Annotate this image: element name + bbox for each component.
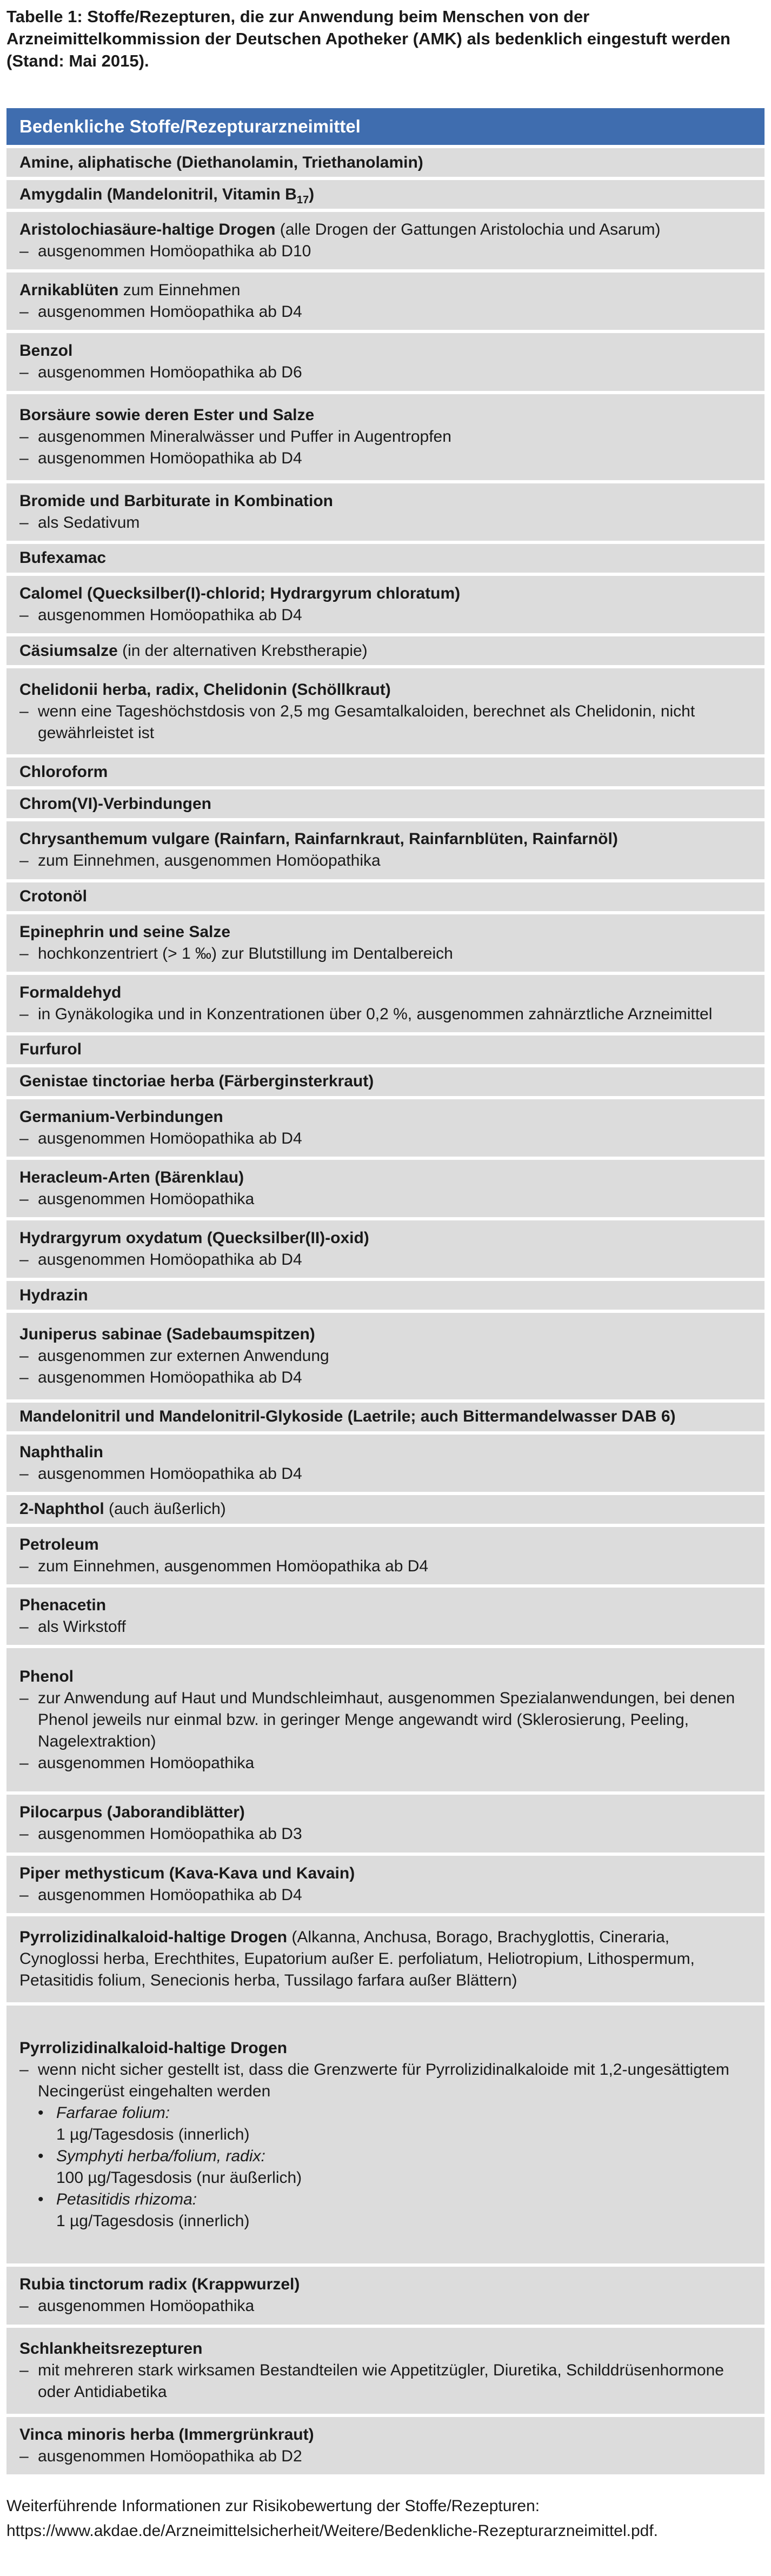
footer-text: Weiterführende Informationen zur Risikobewertung der Stoffe/Rezepturen: — [6, 2497, 540, 2515]
substance-title: Phenol — [19, 1667, 74, 1685]
substance-name — [19, 1406, 752, 1428]
substance-name — [19, 1324, 752, 1345]
restriction-line — [19, 1688, 752, 1752]
substance-name — [19, 583, 752, 605]
substance-title: Bufexamac — [19, 549, 107, 567]
substance-title: Chrysanthemum vulgare (Rainfarn, Rainfarnkraut, Rainfarnblüten, Rainfarnöl) — [19, 830, 618, 848]
substance-name — [19, 2338, 752, 2360]
dash-marker: – — [19, 1885, 29, 1904]
substance-name — [19, 793, 752, 815]
table-row — [6, 1435, 765, 1492]
dash-marker: – — [19, 1005, 29, 1023]
dash-marker: – — [19, 513, 29, 532]
substance-title: Pyrrolizidinalkaloid-haltige Drogen — [19, 1928, 288, 1947]
restriction-text: ausgenommen Homöopathika ab D4 — [38, 449, 302, 468]
restriction-text: ausgenommen Homöopathika ab D10 — [38, 242, 311, 261]
substance-name — [19, 1802, 752, 1823]
substance-title: Furfurol — [19, 1040, 82, 1059]
table-row — [6, 148, 765, 177]
restriction-text: ausgenommen Homöopathika — [38, 2297, 255, 2315]
restriction-line — [19, 1752, 752, 1774]
bullet-text — [56, 2189, 249, 2232]
table-row — [6, 544, 765, 573]
table-row — [6, 668, 765, 754]
substance-name — [19, 1071, 752, 1092]
restriction-text: ausgenommen Homöopathika ab D6 — [38, 363, 302, 382]
table-header: Bedenkliche Stoffe/Rezepturarzneimittel — [6, 108, 765, 145]
substance-title: Naphthalin — [19, 1443, 103, 1461]
substance-title: Pyrrolizidinalkaloid-haltige Drogen — [19, 2039, 288, 2057]
substance-title: Vinca minoris herba (Immergrünkraut) — [19, 2425, 314, 2444]
restriction-line — [19, 1463, 752, 1485]
table-row — [6, 333, 765, 390]
table-row — [6, 1648, 765, 1791]
restriction-line — [19, 362, 752, 383]
table-row — [6, 1856, 765, 1913]
restriction-text: zum Einnehmen, ausgenommen Homöopathika ab D4 — [38, 1557, 429, 1575]
restriction-line — [19, 2059, 752, 2102]
substance-name — [19, 490, 752, 512]
substance-name — [19, 1534, 752, 1556]
substance-title: Juniperus sabinae (Sadebaumspitzen) — [19, 1325, 315, 1343]
restriction-text: ausgenommen Homöopathika ab D2 — [38, 2447, 302, 2465]
substance-title: Germanium-Verbindungen — [19, 1108, 223, 1126]
substance-name — [19, 2037, 752, 2059]
substance-title: Piper methysticum (Kava-Kava und Kavain) — [19, 1864, 355, 1882]
restriction-line — [19, 426, 752, 448]
dash-marker: – — [19, 1689, 29, 1707]
dash-marker: – — [19, 1251, 29, 1269]
bullet-marker: • — [38, 2147, 44, 2165]
substance-title: Heracleum-Arten (Bärenklau) — [19, 1169, 244, 1187]
substance-title: Benzol — [19, 342, 73, 360]
substance-name — [19, 1595, 752, 1616]
restriction-line — [19, 2360, 752, 2403]
table-caption: Tabelle 1: Stoffe/Rezepturen, die zur Anwendung beim Menschen von der Arzneimittelkommission der Deutschen Apotheker (AMK) als bedenklich eingestuft werden (Stand: Mai 2015). — [6, 7, 730, 70]
footer-link[interactable]: https://www.akdae.de/Arzneimittelsicherheit/Weitere/Bedenkliche-Rezepturarzneimittel.pdf. — [6, 2522, 659, 2540]
table-row — [6, 1588, 765, 1645]
substance-title: Chelidonii herba, radix, Chelidonin (Schöllkraut) — [19, 680, 391, 699]
dash-marker: – — [19, 2060, 29, 2079]
substance-name — [19, 219, 752, 241]
footer-note — [6, 2494, 765, 2544]
table-row — [6, 1313, 765, 1399]
substance-title: Hydrargyrum oxydatum (Quecksilber(II)-oxid) — [19, 1229, 369, 1247]
substance-title: Amygdalin (Mandelonitril, Vitamin B — [19, 185, 297, 203]
restriction-text: ausgenommen Homöopathika ab D4 — [38, 1464, 302, 1483]
restriction-text: wenn nicht sicher gestellt ist, dass die Grenzwerte für Pyrrolizidinalkaloide mit 1,2-ungesättigtem Necingerüst eingehalten werden — [38, 2060, 729, 2100]
restriction-line — [19, 1556, 752, 1577]
table-row — [6, 1099, 765, 1157]
restriction-line — [19, 701, 752, 744]
table-row — [6, 2267, 765, 2324]
table-row — [6, 273, 765, 330]
substance-title: 2-Naphthol — [19, 1500, 104, 1518]
substance-name — [19, 1167, 752, 1189]
restriction-line — [19, 1004, 752, 1025]
substance-name — [19, 1442, 752, 1463]
restriction-text: ausgenommen Homöopathika ab D4 — [38, 303, 302, 321]
table-row — [6, 1403, 765, 1431]
dose-limit: 1 µg/Tagesdosis (innerlich) — [56, 2125, 250, 2143]
dash-marker: – — [19, 2447, 29, 2465]
table-row — [6, 1916, 765, 2002]
dash-marker: – — [19, 363, 29, 382]
dash-marker: – — [19, 2361, 29, 2380]
restriction-line — [19, 1616, 752, 1638]
table-row — [6, 1160, 765, 1217]
drug-name: Symphyti herba/folium, radix: — [56, 2147, 265, 2165]
substance-title: Phenacetin — [19, 1596, 107, 1614]
substance-title: Genistae tinctoriae herba (Färberginsterkraut) — [19, 1072, 374, 1091]
restriction-text: als Wirkstoff — [38, 1618, 126, 1636]
substance-name — [19, 340, 752, 362]
substance-name — [19, 761, 752, 783]
substance-name — [19, 1106, 752, 1128]
substance-title: Amine, aliphatische (Diethanolamin, Triethanolamin) — [19, 153, 423, 171]
table-row — [6, 1220, 765, 1278]
bullet-marker: • — [38, 2190, 44, 2208]
restriction-text: ausgenommen Homöopathika ab D4 — [38, 1368, 302, 1386]
table-row — [6, 483, 765, 541]
restriction-line — [19, 1884, 752, 1906]
substance-name — [19, 679, 752, 701]
substance-title: Petroleum — [19, 1535, 99, 1553]
dash-marker: – — [19, 1464, 29, 1483]
table-row — [6, 1795, 765, 1852]
restriction-text: als Sedativum — [38, 513, 140, 532]
dose-limit: 1 µg/Tagesdosis (innerlich) — [56, 2212, 250, 2230]
substance-name — [19, 640, 752, 662]
substance-name — [19, 404, 752, 426]
drug-name: Petasitidis rhizoma: — [56, 2190, 197, 2208]
substance-name — [19, 184, 752, 205]
dash-marker: – — [19, 303, 29, 321]
substance-title: Chloroform — [19, 762, 108, 781]
substance-name — [19, 1927, 752, 1991]
substance-name — [19, 828, 752, 850]
dash-marker: – — [19, 1754, 29, 1772]
dash-marker: – — [19, 2297, 29, 2315]
table-row — [6, 1281, 765, 1310]
restriction-line — [19, 2446, 752, 2467]
dash-marker: – — [19, 1557, 29, 1575]
restriction-text: wenn eine Tageshöchstdosis von 2,5 mg Gesamtalkaloiden, berechnet als Chelidonin, nicht gewährleistet ist — [38, 702, 695, 742]
substance-name — [19, 886, 752, 907]
substance-title: Arnikablüten — [19, 281, 119, 300]
restriction-line — [19, 241, 752, 262]
restriction-line — [19, 448, 752, 469]
substance-note: (alle Drogen der Gattungen Aristolochia und Asarum) — [275, 221, 661, 239]
restriction-text: in Gynäkologika und in Konzentrationen über 0,2 %, ausgenommen zahnärztliche Arzneimittel — [38, 1005, 713, 1023]
restriction-text: ausgenommen Homöopathika ab D3 — [38, 1825, 302, 1843]
substance-name — [19, 547, 752, 569]
restriction-text: mit mehreren stark wirksamen Bestandteilen wie Appetitzügler, Diuretika, Schilddrüsenhormone oder Antidiabetika — [38, 2361, 724, 2401]
restriction-text: ausgenommen Homöopathika ab D4 — [38, 1130, 302, 1147]
restriction-line — [19, 850, 752, 872]
restriction-text: ausgenommen Homöopathika ab D4 — [38, 1251, 302, 1269]
substance-title: Schlankheitsrezepturen — [19, 2340, 203, 2358]
bullet-marker: • — [38, 2103, 44, 2122]
restriction-text: ausgenommen Mineralwässer und Puffer in Augentropfen — [38, 428, 451, 446]
restriction-line — [19, 1249, 752, 1271]
dash-marker: – — [19, 1346, 29, 1365]
restriction-text: hochkonzentriert (> 1 ‰) zur Blutstillung im Dentalbereich — [38, 944, 453, 962]
substance-name — [19, 1039, 752, 1060]
substance-name — [19, 2424, 752, 2446]
table-row — [6, 180, 765, 209]
substance-note: (in der alternativen Krebstherapie) — [117, 641, 368, 660]
restriction-text: ausgenommen Homöopathika ab D4 — [38, 1885, 302, 1904]
substance-note: zum Einnehmen — [118, 281, 241, 300]
restriction-line — [19, 1345, 752, 1367]
limit-bullet — [19, 2102, 752, 2146]
dash-marker: – — [19, 449, 29, 468]
restriction-text: ausgenommen Homöopathika ab D4 — [38, 606, 302, 624]
table-row — [6, 821, 765, 879]
restriction-line — [19, 512, 752, 534]
substance-name — [19, 1227, 752, 1249]
dash-marker: – — [19, 852, 29, 870]
table-row — [6, 758, 765, 786]
substance-title: Bromide und Barbiturate in Kombination — [19, 492, 334, 510]
substance-title: Formaldehyd — [19, 983, 122, 1001]
substance-title: Calomel (Quecksilber(I)-chlorid; Hydrargyrum chloratum) — [19, 584, 461, 602]
substance-title: Pilocarpus (Jaborandiblätter) — [19, 1803, 245, 1822]
dash-marker: – — [19, 1368, 29, 1386]
dash-marker: – — [19, 242, 29, 261]
table-row — [6, 882, 765, 911]
substance-title: Rubia tinctorum radix (Krappwurzel) — [19, 2275, 300, 2294]
substance-title: Cäsiumsalze — [19, 641, 118, 660]
substance-title: Crotonöl — [19, 887, 87, 906]
table-row — [6, 212, 765, 269]
substance-title: Chrom(VI)-Verbindungen — [19, 794, 211, 813]
restriction-line — [19, 1367, 752, 1389]
substance-note: (auch äußerlich) — [104, 1500, 226, 1518]
dash-marker: – — [19, 1618, 29, 1636]
restriction-text: ausgenommen zur externen Anwendung — [38, 1346, 329, 1365]
dose-limit: 100 µg/Tagesdosis (nur äußerlich) — [56, 2168, 302, 2187]
restriction-line — [19, 1189, 752, 1210]
limit-bullet — [19, 2146, 752, 2189]
restriction-text: ausgenommen Homöopathika — [38, 1754, 255, 1772]
substance-name — [19, 982, 752, 1004]
table-row — [6, 2417, 765, 2474]
drug-name: Farfarae folium: — [56, 2103, 170, 2122]
restriction-line — [19, 1823, 752, 1845]
restriction-line — [19, 1128, 752, 1150]
substance-title: Aristolochiasäure-haltige Drogen — [19, 221, 276, 239]
substance-title: Hydrazin — [19, 1286, 88, 1304]
table-row — [6, 636, 765, 665]
restriction-line — [19, 301, 752, 323]
substance-title: Borsäure sowie deren Ester und Salze — [19, 406, 315, 424]
substance-title: Mandelonitril und Mandelonitril-Glykoside (Laetrile; auch Bittermandelwasser DAB 6) — [19, 1407, 676, 1426]
subscript: 17 — [296, 194, 309, 206]
dash-marker: – — [19, 702, 29, 720]
substance-name — [19, 2274, 752, 2295]
bullet-text — [56, 2146, 302, 2189]
dash-marker: – — [19, 1190, 29, 1209]
substance-name — [19, 1498, 752, 1520]
substance-name — [19, 921, 752, 943]
table-row — [6, 576, 765, 633]
substance-name — [19, 280, 752, 301]
restriction-line — [19, 943, 752, 965]
dash-marker: – — [19, 1130, 29, 1147]
restriction-text: zur Anwendung auf Haut und Mundschleimhaut, ausgenommen Spezialanwendungen, bei denen Phenol jeweils nur einmal bzw. in geringer Menge angewandt wird (Sklerosierung, Peeling, Nagelextraktion) — [38, 1689, 735, 1750]
table-row — [6, 2006, 765, 2264]
restriction-text: zum Einnehmen, ausgenommen Homöopathika — [38, 852, 381, 870]
table-row — [6, 789, 765, 818]
substance-title-tail: ) — [309, 185, 315, 203]
limit-bullet — [19, 2189, 752, 2232]
restriction-line — [19, 605, 752, 626]
table-row — [6, 914, 765, 972]
substance-name — [19, 1863, 752, 1884]
table-row — [6, 2328, 765, 2414]
substance-name — [19, 1285, 752, 1306]
table-row — [6, 1527, 765, 1584]
table-row — [6, 394, 765, 480]
dash-marker: – — [19, 1825, 29, 1843]
table-row — [6, 1067, 765, 1096]
dash-marker: – — [19, 428, 29, 446]
substances-table — [6, 108, 765, 2474]
substance-name — [19, 1666, 752, 1688]
table-row — [6, 975, 765, 1032]
bullet-text — [56, 2102, 249, 2146]
dash-marker: – — [19, 606, 29, 624]
table-row — [6, 1035, 765, 1064]
substance-note: (Alkanna, Anchusa, Borago, Brachyglottis, Cineraria, Cynoglossi herba, Erechthites, Eupatorium außer E. perfoliatum, Heliotropium, Lithospermum, Petasitidis folium, Senecionis herba, Tussilago farfara außer Blättern) — [19, 1928, 695, 1990]
restriction-text: ausgenommen Homöopathika — [38, 1190, 255, 1209]
dash-marker: – — [19, 944, 29, 962]
table-row — [6, 1495, 765, 1524]
substance-title: Epinephrin und seine Salze — [19, 922, 231, 941]
restriction-line — [19, 2295, 752, 2317]
substance-name — [19, 152, 752, 174]
